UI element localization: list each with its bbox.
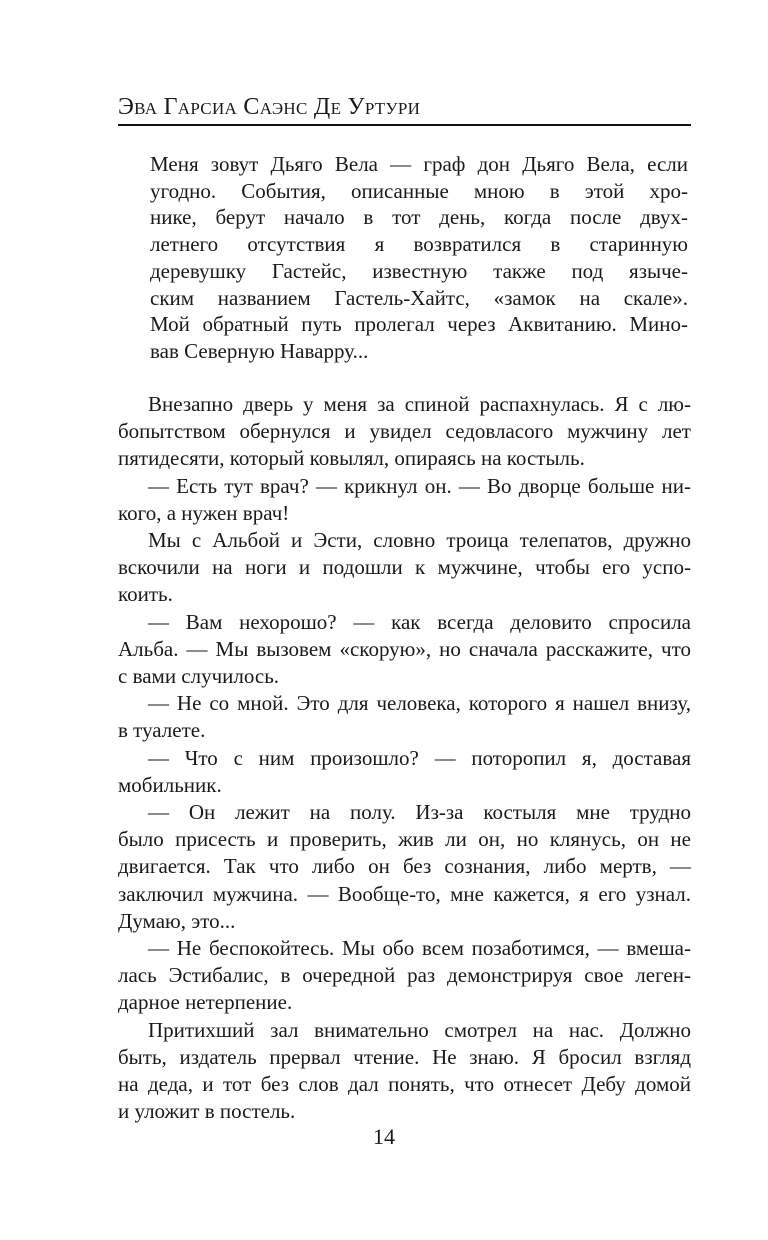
running-head-author: Эва Гарсиа Саэнс Де Уртури <box>118 94 421 120</box>
text-line: с вами случилось. <box>118 664 280 689</box>
text-line: — Не беспокойтесь. Мы обо всем позаботимся, — вмеша- <box>148 936 691 961</box>
text-line: вскочили на ноги и подошли к мужчине, чтобы его успо- <box>118 555 691 580</box>
text-line: Притихший зал внимательно смотрел на нас. Должно <box>148 1017 691 1042</box>
page-number: 14 <box>373 1124 395 1149</box>
text-line: Мы с Альбой и Эсти, словно троица телепатов, дружно <box>148 528 691 553</box>
header-rule <box>118 124 691 126</box>
text-line: Думаю, это... <box>118 908 236 933</box>
epigraph-line: Мой обратный путь пролегал через Аквитанию. Мино- <box>150 312 688 337</box>
paragraph <box>118 473 691 527</box>
text-line: Альба. — Мы вызовем «скорую», но сначала расскажите, что <box>118 636 691 661</box>
body-text <box>118 391 691 1125</box>
text-line: заключил мужчина. — Вообще-то, мне кажется, я его узнал. <box>118 881 691 906</box>
epigraph-line: вав Северную Наварру... <box>150 338 369 363</box>
paragraph <box>118 690 691 744</box>
paragraph <box>118 391 691 473</box>
paragraph <box>118 1017 691 1126</box>
epigraph-line: летнего отсутствия я возвратился в старинную <box>150 232 688 257</box>
text-line: быть, издатель прервал чтение. Не знаю. Я бросил взгляд <box>118 1044 691 1069</box>
paragraph <box>118 609 691 691</box>
text-line: Внезапно дверь у меня за спиной распахнулась. Я с лю- <box>148 392 691 416</box>
text-line: и уложит в постель. <box>118 1099 296 1124</box>
epigraph-line: ским названием Гастель-Хайтс, «замок на скале». <box>150 285 688 310</box>
paragraph <box>118 799 691 935</box>
text-line: в туалете. <box>118 718 206 743</box>
text-line: двигается. Так что либо он без сознания, либо мертв, — <box>118 854 691 879</box>
text-line: — Он лежит на полу. Из-за костыля мне трудно <box>148 800 691 825</box>
epigraph-line: деревушку Гастейс, известную также под языче- <box>150 258 688 283</box>
text-line: бопытством обернулся и увидел седовласого мужчину лет <box>118 419 691 444</box>
paragraph <box>118 527 691 609</box>
text-line: — Вам нехорошо? — как всегда деловито спросила <box>148 609 691 634</box>
text-line: — Не со мной. Это для человека, которого я нашел внизу, <box>148 691 691 716</box>
text-line: кого, а нужен врач! <box>118 500 290 525</box>
text-line: — Есть тут врач? — крикнул он. — Во дворце больше ни- <box>148 473 691 498</box>
text-line: было присесть и проверить, жив ли он, но клянусь, он не <box>118 827 691 852</box>
text-line: пятидесяти, который ковылял, опираясь на костыль. <box>118 446 585 471</box>
text-line: коить. <box>118 582 173 607</box>
italic-epigraph-block <box>150 151 688 365</box>
text-line: дарное нетерпение. <box>118 990 293 1015</box>
epigraph-line: Меня зовут Дьяго Вела — граф дон Дьяго Вела, если <box>150 152 688 176</box>
epigraph-line: нике, берут начало в тот день, когда после двух- <box>150 205 688 230</box>
text-line: лась Эстибалис, в очередной раз демонстрируя свое леген- <box>118 963 691 988</box>
text-line: мобильник. <box>118 772 222 797</box>
paragraph <box>118 935 691 1017</box>
text-line: — Что с ним произошло? — поторопил я, доставая <box>148 745 691 770</box>
paragraph <box>118 745 691 799</box>
text-line: на деда, и тот без слов дал понять, что отнесет Дебу домой <box>118 1072 691 1097</box>
epigraph-line: угодно. События, описанные мною в этой хро- <box>150 178 688 203</box>
